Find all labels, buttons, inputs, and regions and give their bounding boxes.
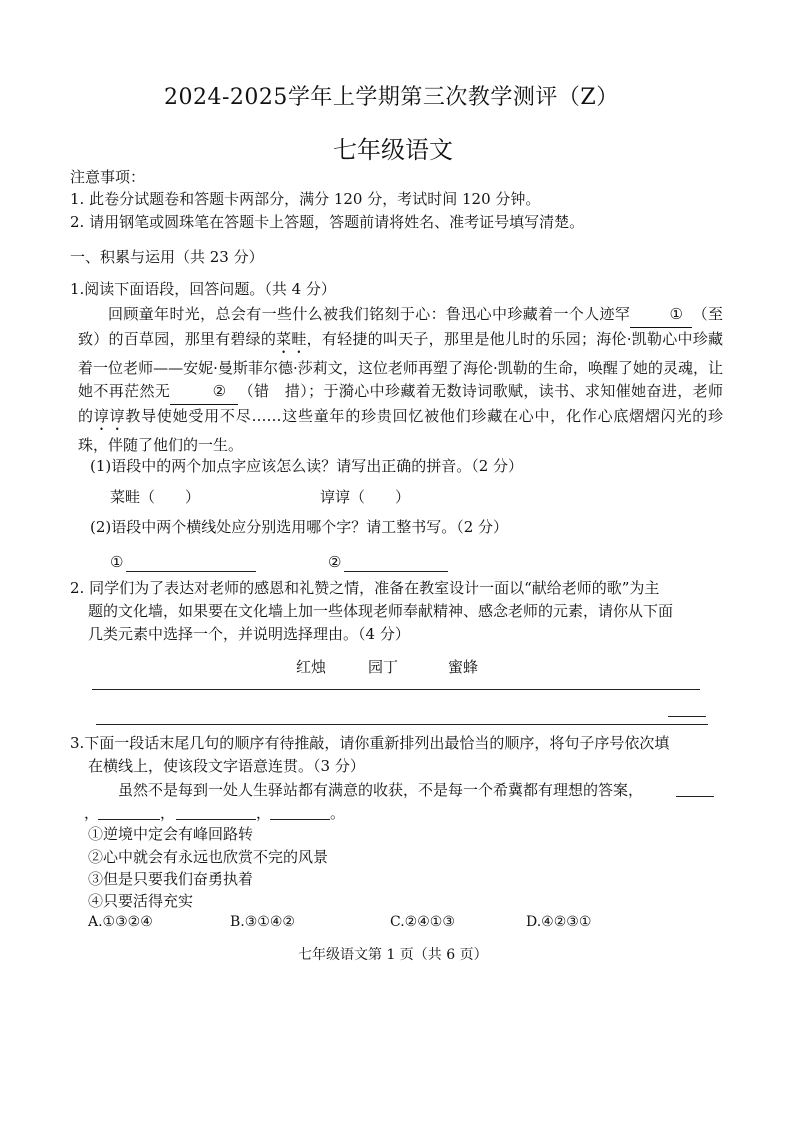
exam-title: 2024-2025学年上学期第三次教学测评（Z） <box>164 85 619 110</box>
q3-line-3: 虽然不是每到一处人生驿站都有满意的收获，不是每一个希冀都有理想的答案， <box>118 781 644 799</box>
q1-sub1-answer-a[interactable]: 菜畦（ ） <box>110 488 201 506</box>
q3-comma-3: ， <box>256 804 272 822</box>
q3-choice-d[interactable]: D.④②③① <box>526 914 592 930</box>
q1-sub2-answer-line-a[interactable] <box>126 571 256 572</box>
passage-text-3: ，有轻捷的叫天子，那里是他儿时的乐园；海伦·凯勒心中珍藏着一位老师——安妮·曼斯菲尔德·莎莉文，这位老师再塑了海伦·凯勒的生命，唤醒了她的灵魂，让她不再茫然无 <box>78 329 723 401</box>
q3-period: 。 <box>330 804 346 822</box>
q3-blank-3[interactable] <box>176 819 256 820</box>
passage-text-4: （错 措）；于漪心中珍藏着无数诗词歌赋，读书、求知催她奋进，老师的 <box>78 382 723 425</box>
notice-item-1: 1. 此卷分试题卷和答题卡两部分，满分 120 分，考试时间 120 分钟。 <box>70 190 541 208</box>
passage-dotted-2: 谆谆 <box>93 406 126 425</box>
q3-line-2: 在横线上，使该段文字语意连贯。（3 分） <box>88 757 365 775</box>
q2-option-1: 红烛 <box>296 658 327 676</box>
q2-option-2: 园丁 <box>368 658 399 676</box>
notice-item-2: 2. 请用钢笔或圆珠笔在答题卡上答题，答题前请将姓名、准考证号填写清楚。 <box>70 213 585 231</box>
q3-blank-4[interactable] <box>270 819 330 820</box>
q3-item-1: ①逆境中定会有峰回路转 <box>88 825 254 843</box>
page-footer: 七年级语文第 1 页（共 6 页） <box>298 947 488 963</box>
passage-text-2: （至 致）的百草园，那里有碧绿的 <box>78 305 739 348</box>
q1-sub2: (2)语段中两个横线处应分别选用哪个字？请工整书写。（2 分） <box>90 518 509 536</box>
q3-line-1: 3.下面一段话末尾几句的顺序有待推敲，请你重新排列出最恰当的顺序，将句子序号依次填 <box>70 734 670 752</box>
q1-stem: 1.阅读下面语段，回答问题。（共 4 分） <box>70 280 336 298</box>
q2-answer-line-2a[interactable] <box>668 716 706 717</box>
q3-choice-b[interactable]: B.③①④② <box>230 914 295 930</box>
q1-sub1: (1)语段中的两个加点字应该怎么读？请写出正确的拼音。（2 分） <box>90 457 524 475</box>
q1-sub2-label-b: ② <box>328 553 342 571</box>
passage-blank-1: ① <box>630 303 692 328</box>
passage-text-5: 教导使她受用不尽……这些童年的珍贵回忆被他们珍藏在心中，化作心底熠熠闪光的珍珠，伴随了他们的一生。 <box>78 406 723 454</box>
q2-line-3: 几类元素中选择一个，并说明选择理由。（4 分） <box>88 625 410 643</box>
notice-heading: 注意事项： <box>70 168 146 186</box>
passage-blank-2: ② <box>170 380 238 405</box>
q3-item-4: ④只要活得充实 <box>88 892 194 910</box>
q3-comma-2: ， <box>160 804 176 822</box>
q2-answer-line-2b[interactable] <box>96 724 708 725</box>
q1-sub2-answer-line-b[interactable] <box>344 571 448 572</box>
q2-answer-line-1[interactable] <box>92 689 700 690</box>
q3-choice-c[interactable]: C.②④①③ <box>390 914 455 930</box>
q2-line-2: 题的文化墙，如果要在文化墙上加一些体现老师奉献精神、感念老师的元素，请你从下面 <box>88 602 674 620</box>
q3-item-3: ③但是只要我们奋勇执着 <box>88 870 254 888</box>
passage-text-1: 回顾童年时光，总会有一些什么被我们铭刻于心：鲁迅心中珍藏着一个人迹罕 <box>108 305 631 323</box>
q2-line-1: 2. 同学们为了表达对老师的感恩和礼赞之情，准备在教室设计一面以“献给老师的歌”为主 <box>70 579 660 597</box>
exam-subtitle: 七年级语文 <box>333 136 453 164</box>
q3-blank-2[interactable] <box>98 819 160 820</box>
q1-sub2-label-a: ① <box>110 553 124 571</box>
q1-sub1-answer-b[interactable]: 谆谆（ ） <box>320 488 411 506</box>
q3-blank-1[interactable] <box>676 796 714 797</box>
passage-dotted-1: 菜畦 <box>276 329 307 348</box>
q1-passage <box>78 303 739 457</box>
q2-option-3: 蜜蜂 <box>448 658 479 676</box>
q3-item-2: ②心中就会有永远也欣赏不完的风景 <box>88 848 329 866</box>
q3-choice-a[interactable]: A.①③②④ <box>88 914 153 930</box>
section1-heading: 一、积累与运用（共 23 分） <box>70 248 264 266</box>
q3-comma-1: ， <box>84 804 100 822</box>
